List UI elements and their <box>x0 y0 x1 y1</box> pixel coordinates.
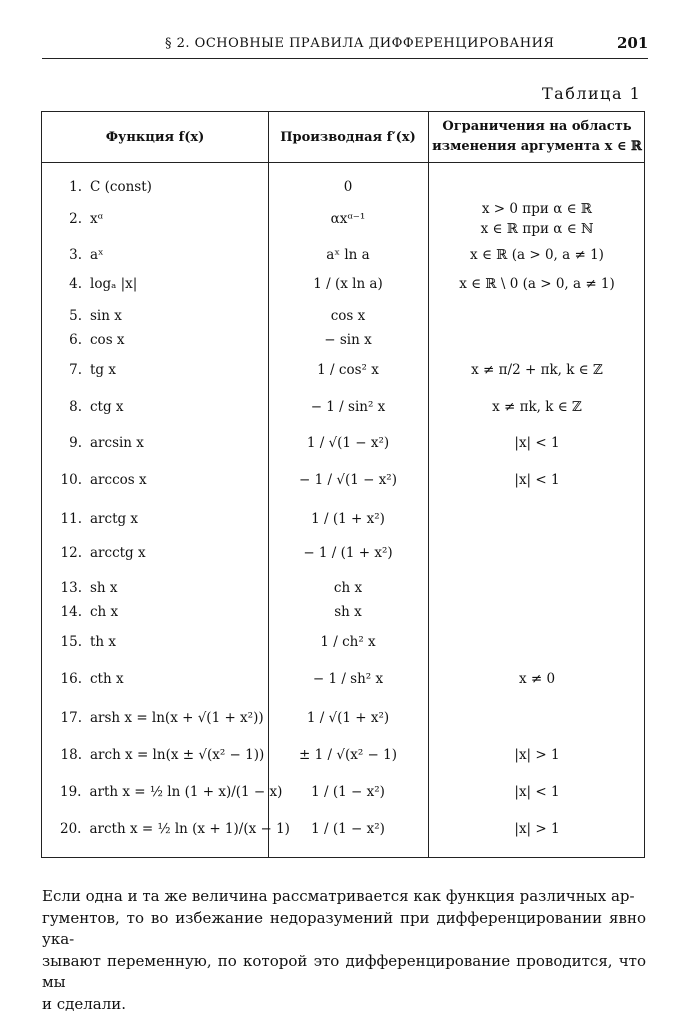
function-formula: th x <box>90 634 116 650</box>
table-row <box>42 462 644 498</box>
running-head: § 2. ОСНОВНЫЕ ПРАВИЛА ДИФФЕРЕНЦИРОВАНИЯ <box>165 36 554 51</box>
header-restrictions <box>428 112 646 162</box>
restriction-cell <box>428 176 646 198</box>
table-row <box>42 502 644 536</box>
restriction-cell: |x| < 1 <box>428 462 646 498</box>
table-row <box>42 536 644 570</box>
function-formula: arcctg x <box>90 545 146 561</box>
table-row <box>42 268 644 300</box>
table-row <box>42 199 644 239</box>
header-rule <box>42 58 648 59</box>
function-formula: logₐ |x| <box>90 276 137 292</box>
function-formula: cos x <box>90 332 125 348</box>
function-cell <box>42 425 268 461</box>
table-row <box>42 577 644 599</box>
restriction-cell: |x| > 1 <box>428 810 646 848</box>
restriction-cell <box>428 199 646 239</box>
function-cell <box>42 502 268 536</box>
function-cell <box>42 624 268 660</box>
row-number: 5. <box>60 308 82 324</box>
derivative-cell: 1 / (1 + x²) <box>268 502 428 536</box>
derivative-cell: 1 / √(1 + x²) <box>268 699 428 737</box>
function-formula: xᵅ <box>90 211 103 227</box>
restriction-cell: x ≠ π/2 + πk, k ∈ ℤ <box>428 352 646 388</box>
function-cell <box>42 601 268 623</box>
function-cell <box>42 699 268 737</box>
restriction-cell: x ≠ πk, k ∈ ℤ <box>428 390 646 424</box>
function-formula: arsh x = ln(x + √(1 + x²)) <box>90 710 264 726</box>
row-number: 12. <box>60 545 82 561</box>
function-cell <box>42 661 268 697</box>
table-row <box>42 661 644 697</box>
row-number: 8. <box>60 399 82 415</box>
derivative-cell: αxᵅ⁻¹ <box>268 199 428 239</box>
table-row <box>42 329 644 351</box>
row-number: 2. <box>60 211 82 227</box>
restriction-cell: x ∈ ℝ (a > 0, a ≠ 1) <box>428 243 646 267</box>
table-row <box>42 773 644 811</box>
function-formula: ch x <box>90 604 118 620</box>
row-number: 16. <box>60 671 82 687</box>
function-cell <box>42 736 268 774</box>
row-number: 1. <box>60 179 82 195</box>
function-formula: arch x = ln(x ± √(x² − 1)) <box>90 747 264 763</box>
function-cell <box>42 536 268 570</box>
table-row <box>42 736 644 774</box>
function-formula: tg x <box>90 362 116 378</box>
derivative-cell: sh x <box>268 601 428 623</box>
restriction-cell <box>428 699 646 737</box>
function-cell <box>42 352 268 388</box>
derivative-cell: − 1 / sin² x <box>268 390 428 424</box>
function-cell <box>42 243 268 267</box>
derivative-cell: − 1 / sh² x <box>268 661 428 697</box>
table-row <box>42 810 644 848</box>
function-cell <box>42 462 268 498</box>
function-cell <box>42 199 268 239</box>
table-row <box>42 624 644 660</box>
function-formula: cth x <box>90 671 124 687</box>
function-formula: arccos x <box>90 472 147 488</box>
header-function: Функция f(x) <box>42 112 268 162</box>
row-number: 19. <box>60 784 81 800</box>
row-number: 4. <box>60 276 82 292</box>
restriction-cell <box>428 502 646 536</box>
row-number: 14. <box>60 604 82 620</box>
paragraph-line: гументов, то во избежание недоразумений при дифференцировании явно ука- <box>42 908 646 951</box>
row-number: 18. <box>60 747 82 763</box>
derivative-cell: 1 / (1 − x²) <box>268 773 428 811</box>
row-number: 10. <box>60 472 82 488</box>
derivative-cell: 1 / cos² x <box>268 352 428 388</box>
function-cell <box>42 268 268 300</box>
derivative-cell: 1 / (x ln a) <box>268 268 428 300</box>
function-cell <box>42 176 268 198</box>
restriction-cell <box>428 624 646 660</box>
function-formula: arcth x = ½ ln (x + 1)/(x − 1) <box>89 821 289 837</box>
function-formula: sin x <box>90 308 122 324</box>
restriction-cell <box>428 536 646 570</box>
table-caption: Таблица 1 <box>542 84 641 103</box>
row-number: 20. <box>60 821 81 837</box>
table-row <box>42 699 644 737</box>
restriction-cell: |x| < 1 <box>428 773 646 811</box>
table-row <box>42 305 644 327</box>
row-number: 7. <box>60 362 82 378</box>
paragraph-line: Если одна и та же величина рассматривается как функция различных ар- <box>42 886 646 908</box>
derivative-cell: ch x <box>268 577 428 599</box>
function-formula: aˣ <box>90 247 104 263</box>
restriction-line: x > 0 при α ∈ ℝ <box>482 199 592 219</box>
derivative-cell: 1 / (1 − x²) <box>268 810 428 848</box>
table-row <box>42 425 644 461</box>
row-number: 15. <box>60 634 82 650</box>
function-formula: arcsin x <box>90 435 144 451</box>
derivative-cell: − sin x <box>268 329 428 351</box>
paragraph-line: и сделали. <box>42 994 646 1015</box>
row-number: 3. <box>60 247 82 263</box>
header-divider <box>42 162 644 163</box>
restriction-cell: x ≠ 0 <box>428 661 646 697</box>
header-restrictions-line1: Ограничения на область <box>442 117 631 137</box>
derivative-cell: 1 / √(1 − x²) <box>268 425 428 461</box>
row-number: 11. <box>60 511 82 527</box>
derivative-cell: ± 1 / √(x² − 1) <box>268 736 428 774</box>
function-cell <box>42 390 268 424</box>
table-row <box>42 390 644 424</box>
function-formula: C (const) <box>90 179 152 195</box>
function-cell <box>42 773 268 811</box>
derivative-cell: 1 / ch² x <box>268 624 428 660</box>
table-row <box>42 176 644 198</box>
body-paragraph <box>42 886 646 1015</box>
derivative-cell: − 1 / √(1 − x²) <box>268 462 428 498</box>
derivative-cell: 0 <box>268 176 428 198</box>
function-cell <box>42 577 268 599</box>
header-restrictions-line2: изменения аргумента x ∈ ℝ <box>432 137 642 157</box>
derivative-cell: − 1 / (1 + x²) <box>268 536 428 570</box>
function-cell <box>42 810 268 848</box>
restriction-cell <box>428 577 646 599</box>
header-derivative: Производная f′(x) <box>268 112 428 162</box>
row-number: 13. <box>60 580 82 596</box>
table-row <box>42 243 644 267</box>
row-number: 17. <box>60 710 82 726</box>
function-formula: sh x <box>90 580 118 596</box>
row-number: 6. <box>60 332 82 348</box>
restriction-cell <box>428 305 646 327</box>
function-formula: ctg x <box>90 399 124 415</box>
restriction-line: x ∈ ℝ при α ∈ ℕ <box>481 219 594 239</box>
restriction-cell: x ∈ ℝ \ 0 (a > 0, a ≠ 1) <box>428 268 646 300</box>
table-row <box>42 352 644 388</box>
derivatives-table <box>41 111 645 858</box>
row-number: 9. <box>60 435 82 451</box>
restriction-cell <box>428 601 646 623</box>
function-cell <box>42 329 268 351</box>
function-formula: arth x = ½ ln (1 + x)/(1 − x) <box>89 784 282 800</box>
derivative-cell: cos x <box>268 305 428 327</box>
function-formula: arctg x <box>90 511 138 527</box>
derivative-cell: aˣ ln a <box>268 243 428 267</box>
restriction-cell: |x| < 1 <box>428 425 646 461</box>
paragraph-line: зывают переменную, по которой это дифференцирование проводится, что мы <box>42 951 646 994</box>
table-row <box>42 601 644 623</box>
restriction-cell <box>428 329 646 351</box>
page-number: 201 <box>617 34 648 52</box>
function-cell <box>42 305 268 327</box>
restriction-cell: |x| > 1 <box>428 736 646 774</box>
